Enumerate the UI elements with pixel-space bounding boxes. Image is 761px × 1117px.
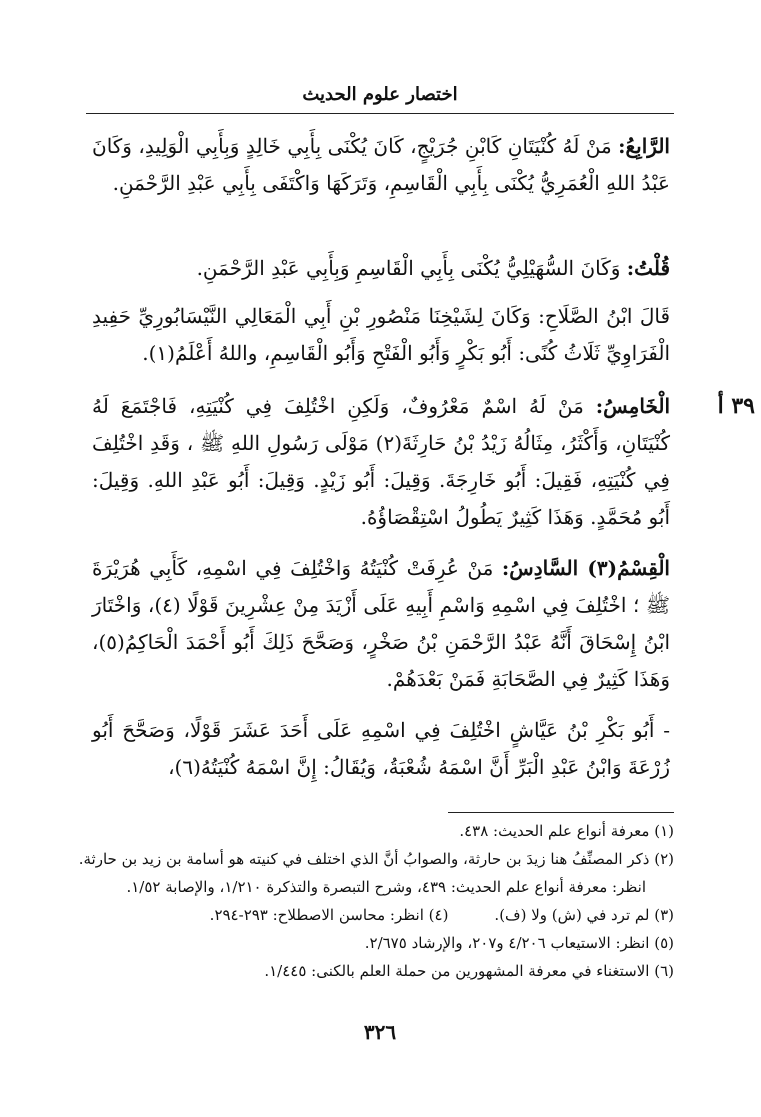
footnote-row-3-4 — [70, 901, 674, 929]
footnote-6: (٦) الاستغناء في معرفة المشهورين من حملة العلم بالكنى: ١/٤٤٥. — [264, 962, 674, 980]
header-rule — [86, 113, 674, 114]
paragraph-lead: الْقِسْمُ(٣) السَّادِسُ: — [501, 556, 670, 580]
paragraph-qultu — [92, 250, 670, 287]
paragraph-lead: الْخَامِسُ: — [595, 394, 670, 418]
footnote-5: (٥) انظر: الاستيعاب ٤/٢٠٦ و٢٠٧، والإرشاد ٢/٦٧٥. — [364, 934, 674, 952]
paragraph-sixth — [92, 550, 670, 698]
paragraph-text: قَالَ ابْنُ الصَّلَاحِ: وَكَانَ لِشَيْخِنَا مَنْصُورِ بْنِ أَبِي الْمَعَالِي النَّيْسَابُورِيِّ حَفِيدِ الْفَرَاوِيِّ ثَلَاثُ كُنًى: أَبُو بَكْرٍ وَأَبُو الْفَتْحِ وَأَبُو الْقَاسِمِ، واللهُ أَعْلَمُ(١). — [92, 304, 670, 365]
paragraph-ibn-salah — [92, 298, 670, 372]
footnotes — [70, 817, 674, 985]
footnote-3: (٣) لم ترد في (ش) ولا (ف). — [494, 906, 674, 924]
paragraph-text: - أَبُو بَكْرِ بْنُ عَيَّاشٍ اخْتُلِفَ فِي اسْمِهِ عَلَى أَحَدَ عَشَرَ قَوْلًا، وَصَحَّحَ أَبُو زُرْعَةَ وَابْنُ عَبْدِ الْبَرِّ أَنَّ اسْمَهُ شُعْبَةُ، وَيُقَالُ: إِنَّ اسْمَهُ كُنْيَتُهُ(٦)، — [92, 718, 670, 779]
footnote-rule — [448, 812, 674, 813]
paragraph-fourth — [92, 128, 670, 202]
footnote-2-continued: انظر: معرفة أنواع علم الحديث: ٤٣٩، وشرح التبصرة والتذكرة ١/٢١٠، والإصابة ١/٥٢. — [126, 878, 646, 896]
margin-folio-note: ٣٩ أ — [717, 393, 755, 419]
paragraph-lead: الرَّابِعُ: — [618, 134, 670, 158]
paragraph-text: مَنْ لَهُ كُنْيَتَانِ كَابْنِ جُرَيْجٍ، كَانَ يُكْنَى بِأَبِي خَالِدٍ وَبِأَبِي الْوَلِيدِ، وَكَانَ عَبْدُ اللهِ الْعُمَرِيُّ يُكْنَى بِأَبِي الْقَاسِمِ، وَتَرَكَهَا وَاكْتَفَى بِأَبِي عَبْدِ الرَّحْمَنِ. — [92, 134, 670, 195]
paragraph-abu-bakr — [92, 712, 670, 786]
page-number: ٣٢٦ — [363, 1020, 397, 1044]
paragraph-fifth — [92, 388, 670, 536]
running-title: اختصار علوم الحديث — [302, 84, 458, 105]
paragraph-lead: قُلْتُ: — [626, 256, 670, 280]
paragraph-text: مَنْ عُرِفَتْ كُنْيَتُهُ وَاخْتُلِفَ فِي اسْمِهِ، كَأَبِي هُرَيْرَةَ ﷺ ؛ اخْتُلِفَ فِي اسْمِهِ وَاسْمِ أَبِيهِ عَلَى أَزْيَدَ مِنْ عِشْرِينَ قَوْلًا (٤)، وَاخْتَارَ ابْنُ إِسْحَاقَ أَنَّهُ عَبْدُ الرَّحْمَنِ بْنُ صَخْرٍ، وَصَحَّحَ ذَلِكَ أَبُو أَحْمَدَ الْحَاكِمُ(٥)، وَهَذَا كَثِيرٌ فِي الصَّحَابَةِ فَمَنْ بَعْدَهُمْ. — [92, 556, 670, 691]
paragraph-text: وَكَانَ السُّهَيْلِيُّ يُكْنَى بِأَبِي الْقَاسِمِ وَبِأَبِي عَبْدِ الرَّحْمَنِ. — [196, 256, 627, 280]
footnote-2: (٢) ذكر المصنِّفُ هنا زيدَ بن حارثة، والصوابُ أنَّ الذي اختلف في كنيته هو أسامة بن زيد بن حارثة. — [78, 850, 674, 868]
paragraph-text: مَنْ لَهُ اسْمٌ مَعْرُوفٌ، وَلَكِنِ اخْتُلِفَ فِي كُنْيَتِهِ، فَاجْتَمَعَ لَهُ كُنْيَتَانِ، وَأَكْثَرُ، مِثَالُهُ زَيْدُ بْنُ حَارِثَةَ(٢) مَوْلَى رَسُولِ اللهِ ﷺ ، وَقَدِ اخْتُلِفَ فِي كُنْيَتِهِ، فَقِيلَ: أَبُو خَارِجَةَ. وَقِيلَ: أَبُو زَيْدٍ. وَقِيلَ: أَبُو عَبْدِ اللهِ. وَقِيلَ: أَبُو مُحَمَّدٍ. وَهَذَا كَثِيرٌ يَطُولُ اسْتِقْصَاؤُهُ. — [92, 394, 671, 529]
footnote-1: (١) معرفة أنواع علم الحديث: ٤٣٨. — [459, 822, 674, 840]
footnote-4: (٤) انظر: محاسن الاصطلاح: ٢٩٣-٢٩٤. — [209, 906, 449, 924]
